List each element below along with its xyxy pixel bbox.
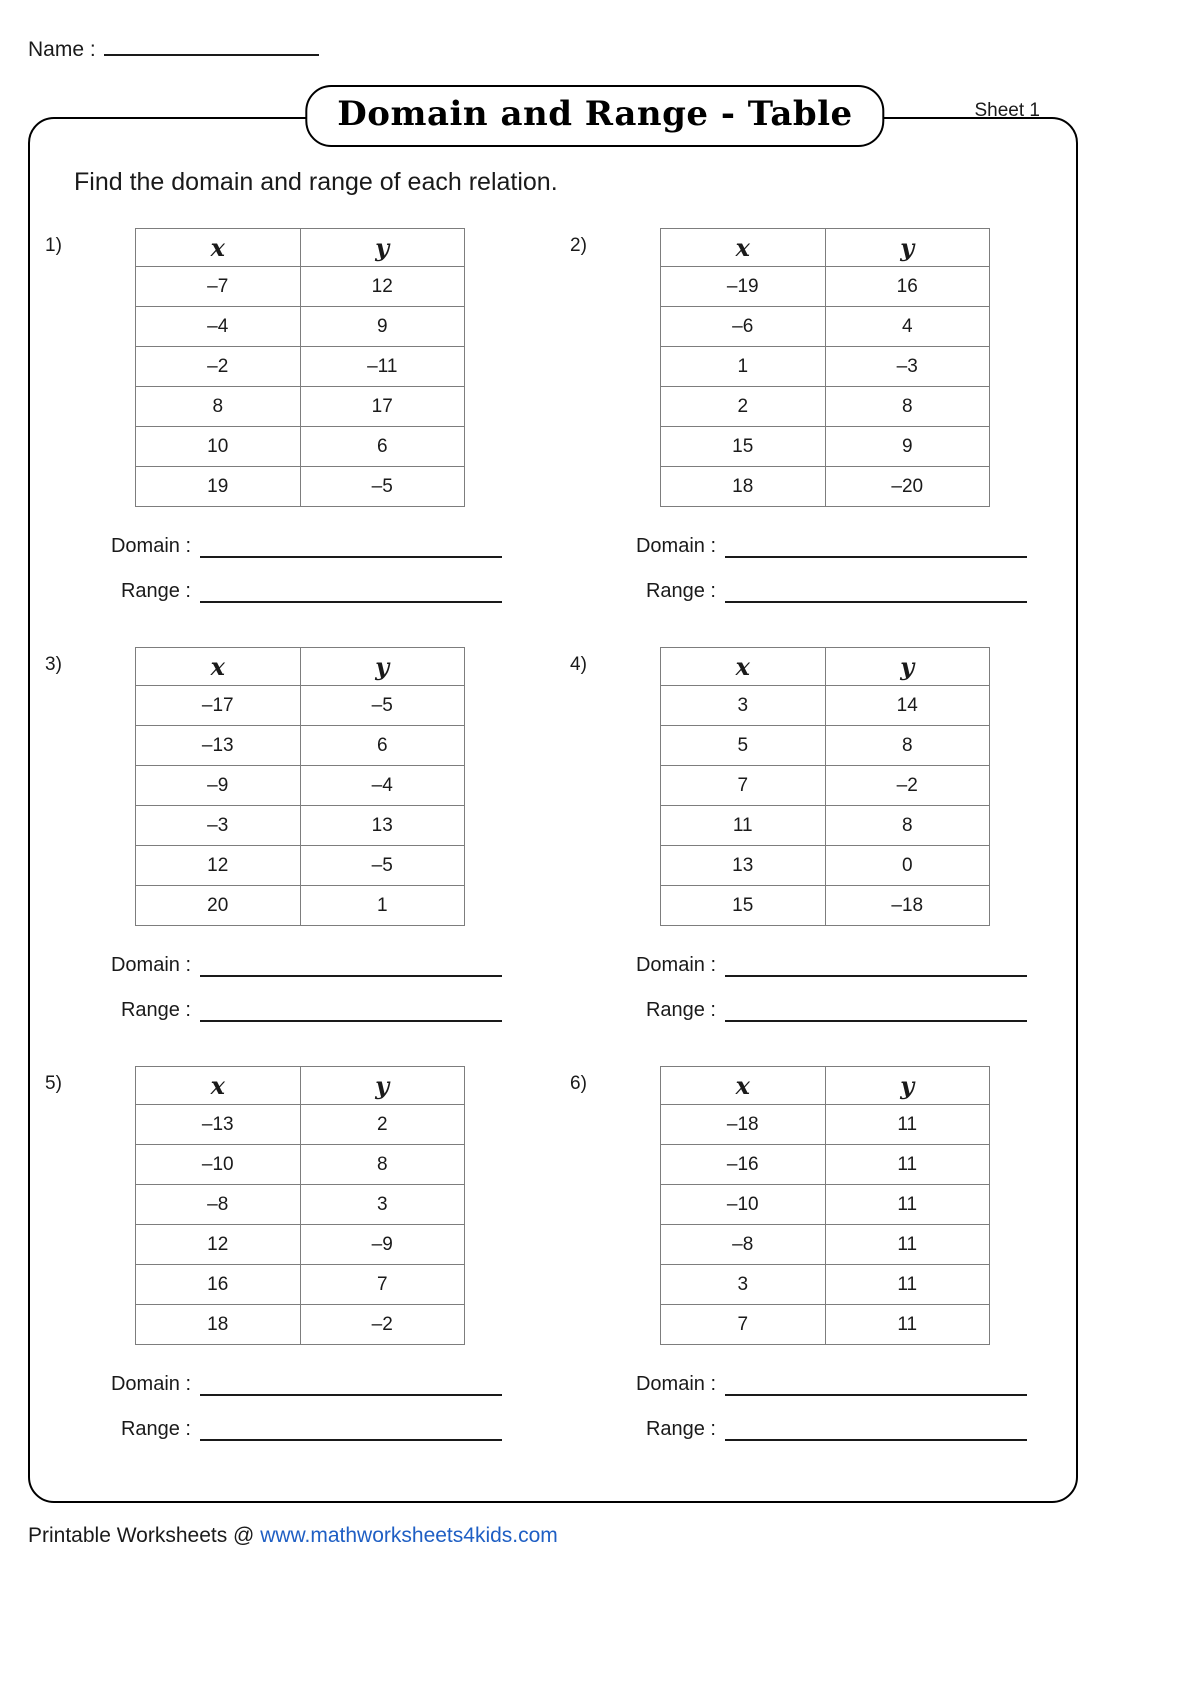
problem-3 bbox=[28, 647, 553, 1066]
relation-table bbox=[135, 228, 465, 507]
table-row bbox=[661, 766, 990, 806]
footer bbox=[28, 1524, 558, 1548]
table-row bbox=[661, 467, 990, 507]
relation-table bbox=[660, 647, 990, 926]
table-header-row bbox=[136, 648, 465, 686]
cell-x: –4 bbox=[136, 307, 301, 347]
relation-table bbox=[135, 1066, 465, 1345]
relation-table bbox=[660, 228, 990, 507]
cell-x: 1 bbox=[661, 347, 826, 387]
spacer bbox=[570, 625, 1078, 647]
range-answer-blank[interactable] bbox=[725, 1426, 1027, 1441]
table-header-row bbox=[136, 229, 465, 267]
cell-x: 18 bbox=[661, 467, 826, 507]
column-header-y: y bbox=[825, 229, 990, 267]
cell-x: 18 bbox=[136, 1305, 301, 1345]
table-row bbox=[136, 766, 465, 806]
range-answer-line bbox=[630, 999, 1078, 1022]
cell-x: 12 bbox=[136, 846, 301, 886]
cell-y: –18 bbox=[825, 886, 990, 926]
cell-y: –11 bbox=[300, 347, 465, 387]
cell-y: 6 bbox=[300, 427, 465, 467]
cell-y: 7 bbox=[300, 1265, 465, 1305]
answer-area bbox=[105, 1373, 553, 1441]
table-row bbox=[136, 467, 465, 507]
table-header-row bbox=[661, 229, 990, 267]
domain-label: Domain : bbox=[110, 954, 191, 976]
answer-area bbox=[630, 535, 1078, 603]
table-row bbox=[661, 427, 990, 467]
table-row bbox=[136, 726, 465, 766]
domain-answer-line bbox=[105, 535, 553, 558]
domain-label: Domain : bbox=[635, 535, 716, 557]
range-answer-line bbox=[105, 580, 553, 603]
domain-label: Domain : bbox=[635, 1373, 716, 1395]
table-row bbox=[661, 686, 990, 726]
page-title: Domain and Range - Table bbox=[337, 94, 853, 134]
domain-label: Domain : bbox=[635, 954, 716, 976]
cell-y: 3 bbox=[300, 1185, 465, 1225]
cell-y: 9 bbox=[825, 427, 990, 467]
table-row bbox=[661, 1305, 990, 1345]
column-header-y: y bbox=[825, 1067, 990, 1105]
cell-x: 7 bbox=[661, 1305, 826, 1345]
table-row bbox=[661, 307, 990, 347]
cell-x: 2 bbox=[661, 387, 826, 427]
cell-y: 12 bbox=[300, 267, 465, 307]
cell-y: –3 bbox=[825, 347, 990, 387]
domain-answer-line bbox=[630, 535, 1078, 558]
domain-answer-blank[interactable] bbox=[725, 543, 1027, 558]
cell-y: –2 bbox=[300, 1305, 465, 1345]
range-answer-blank[interactable] bbox=[725, 1007, 1027, 1022]
cell-y: 11 bbox=[825, 1305, 990, 1345]
cell-x: –7 bbox=[136, 267, 301, 307]
column-header-x: x bbox=[136, 229, 301, 267]
problem-number: 1) bbox=[45, 235, 62, 256]
table-row bbox=[661, 1105, 990, 1145]
cell-x: 20 bbox=[136, 886, 301, 926]
domain-answer-blank[interactable] bbox=[725, 962, 1027, 977]
cell-y: 8 bbox=[300, 1145, 465, 1185]
table-row bbox=[136, 1145, 465, 1185]
spacer bbox=[45, 625, 553, 647]
problem-1 bbox=[28, 228, 553, 647]
table-row bbox=[661, 1265, 990, 1305]
cell-x: –6 bbox=[661, 307, 826, 347]
table-header-row bbox=[661, 648, 990, 686]
table-row bbox=[661, 387, 990, 427]
range-answer-blank[interactable] bbox=[200, 588, 502, 603]
cell-x: –2 bbox=[136, 347, 301, 387]
range-answer-line bbox=[105, 1418, 553, 1441]
cell-y: –5 bbox=[300, 686, 465, 726]
range-answer-blank[interactable] bbox=[725, 588, 1027, 603]
problem-5 bbox=[28, 1066, 553, 1485]
range-answer-line bbox=[105, 999, 553, 1022]
cell-y: 2 bbox=[300, 1105, 465, 1145]
column-header-y: y bbox=[300, 1067, 465, 1105]
table-row bbox=[136, 846, 465, 886]
problem-grid bbox=[28, 228, 1078, 1485]
cell-x: –16 bbox=[661, 1145, 826, 1185]
table-row bbox=[136, 387, 465, 427]
cell-y: 8 bbox=[825, 387, 990, 427]
table-row bbox=[136, 267, 465, 307]
relation-table bbox=[135, 647, 465, 926]
problem-6 bbox=[553, 1066, 1078, 1485]
table-row bbox=[661, 267, 990, 307]
cell-x: 15 bbox=[661, 427, 826, 467]
cell-x: –13 bbox=[136, 1105, 301, 1145]
column-header-y: y bbox=[300, 229, 465, 267]
cell-x: 5 bbox=[661, 726, 826, 766]
table-row bbox=[136, 427, 465, 467]
problem-4 bbox=[553, 647, 1078, 1066]
cell-y: 0 bbox=[825, 846, 990, 886]
cell-y: 13 bbox=[300, 806, 465, 846]
domain-answer-line bbox=[630, 1373, 1078, 1396]
table-row bbox=[661, 1225, 990, 1265]
cell-y: –5 bbox=[300, 467, 465, 507]
cell-x: –8 bbox=[136, 1185, 301, 1225]
cell-x: 10 bbox=[136, 427, 301, 467]
cell-x: –13 bbox=[136, 726, 301, 766]
cell-x: 11 bbox=[661, 806, 826, 846]
column-header-x: x bbox=[136, 1067, 301, 1105]
cell-y: –4 bbox=[300, 766, 465, 806]
cell-y: 4 bbox=[825, 307, 990, 347]
cell-y: 11 bbox=[825, 1105, 990, 1145]
domain-answer-line bbox=[630, 954, 1078, 977]
cell-x: –3 bbox=[136, 806, 301, 846]
range-answer-line bbox=[630, 580, 1078, 603]
name-field-row bbox=[28, 38, 319, 62]
table-row bbox=[661, 886, 990, 926]
name-label: Name : bbox=[28, 38, 96, 61]
cell-y: –20 bbox=[825, 467, 990, 507]
column-header-y: y bbox=[825, 648, 990, 686]
cell-x: 3 bbox=[661, 686, 826, 726]
problem-row bbox=[28, 1066, 1078, 1485]
relation-table bbox=[660, 1066, 990, 1345]
problem-row bbox=[28, 647, 1078, 1066]
range-answer-line bbox=[630, 1418, 1078, 1441]
table-row bbox=[661, 1145, 990, 1185]
title-capsule bbox=[305, 85, 884, 147]
problem-2 bbox=[553, 228, 1078, 647]
spacer bbox=[45, 1463, 553, 1485]
cell-y: 1 bbox=[300, 886, 465, 926]
cell-x: –19 bbox=[661, 267, 826, 307]
table-header-row bbox=[661, 1067, 990, 1105]
column-header-x: x bbox=[136, 648, 301, 686]
range-answer-blank[interactable] bbox=[200, 1007, 502, 1022]
problem-number: 3) bbox=[45, 654, 62, 675]
cell-y: 9 bbox=[300, 307, 465, 347]
cell-x: –18 bbox=[661, 1105, 826, 1145]
cell-x: –9 bbox=[136, 766, 301, 806]
range-label: Range : bbox=[645, 580, 716, 602]
table-row bbox=[136, 307, 465, 347]
cell-y: –9 bbox=[300, 1225, 465, 1265]
cell-y: 11 bbox=[825, 1145, 990, 1185]
range-label: Range : bbox=[120, 580, 191, 602]
cell-x: –8 bbox=[661, 1225, 826, 1265]
problem-number: 6) bbox=[570, 1073, 587, 1094]
cell-y: 11 bbox=[825, 1185, 990, 1225]
table-row bbox=[136, 1305, 465, 1345]
domain-label: Domain : bbox=[110, 1373, 191, 1395]
cell-x: –10 bbox=[661, 1185, 826, 1225]
range-label: Range : bbox=[645, 999, 716, 1021]
domain-answer-blank[interactable] bbox=[200, 962, 502, 977]
table-row bbox=[661, 806, 990, 846]
cell-x: –17 bbox=[136, 686, 301, 726]
spacer bbox=[45, 1044, 553, 1066]
answer-area bbox=[630, 1373, 1078, 1441]
domain-label: Domain : bbox=[110, 535, 191, 557]
problem-row bbox=[28, 228, 1078, 647]
cell-x: 12 bbox=[136, 1225, 301, 1265]
range-label: Range : bbox=[120, 999, 191, 1021]
range-answer-blank[interactable] bbox=[200, 1426, 502, 1441]
sheet-number: Sheet 1 bbox=[974, 100, 1040, 121]
column-header-y: y bbox=[300, 648, 465, 686]
instruction-text: Find the domain and range of each relation. bbox=[74, 168, 558, 196]
table-row bbox=[136, 686, 465, 726]
column-header-x: x bbox=[661, 648, 826, 686]
footer-url[interactable]: www.mathworksheets4kids.com bbox=[260, 1524, 558, 1547]
table-row bbox=[661, 726, 990, 766]
name-blank-line[interactable] bbox=[104, 40, 319, 56]
domain-answer-blank[interactable] bbox=[200, 543, 502, 558]
table-row bbox=[136, 806, 465, 846]
cell-x: 19 bbox=[136, 467, 301, 507]
cell-x: 3 bbox=[661, 1265, 826, 1305]
answer-area bbox=[630, 954, 1078, 1022]
footer-prefix: Printable Worksheets @ bbox=[28, 1524, 261, 1547]
cell-x: 8 bbox=[136, 387, 301, 427]
cell-y: 17 bbox=[300, 387, 465, 427]
table-row bbox=[661, 347, 990, 387]
cell-y: 6 bbox=[300, 726, 465, 766]
cell-x: 13 bbox=[661, 846, 826, 886]
cell-y: 8 bbox=[825, 726, 990, 766]
cell-y: 11 bbox=[825, 1225, 990, 1265]
spacer bbox=[570, 1044, 1078, 1066]
table-row bbox=[136, 1105, 465, 1145]
table-row bbox=[136, 1185, 465, 1225]
cell-y: 8 bbox=[825, 806, 990, 846]
cell-y: 14 bbox=[825, 686, 990, 726]
cell-y: –5 bbox=[300, 846, 465, 886]
table-row bbox=[661, 846, 990, 886]
problem-number: 4) bbox=[570, 654, 587, 675]
domain-answer-blank[interactable] bbox=[200, 1381, 502, 1396]
cell-x: 7 bbox=[661, 766, 826, 806]
column-header-x: x bbox=[661, 229, 826, 267]
spacer bbox=[570, 1463, 1078, 1485]
cell-y: –2 bbox=[825, 766, 990, 806]
answer-area bbox=[105, 535, 553, 603]
problem-number: 2) bbox=[570, 235, 587, 256]
cell-y: 11 bbox=[825, 1265, 990, 1305]
table-row bbox=[661, 1185, 990, 1225]
domain-answer-blank[interactable] bbox=[725, 1381, 1027, 1396]
column-header-x: x bbox=[661, 1067, 826, 1105]
domain-answer-line bbox=[105, 1373, 553, 1396]
answer-area bbox=[105, 954, 553, 1022]
table-row bbox=[136, 1265, 465, 1305]
range-label: Range : bbox=[120, 1418, 191, 1440]
cell-x: 16 bbox=[136, 1265, 301, 1305]
table-header-row bbox=[136, 1067, 465, 1105]
problem-number: 5) bbox=[45, 1073, 62, 1094]
cell-x: 15 bbox=[661, 886, 826, 926]
cell-y: 16 bbox=[825, 267, 990, 307]
cell-x: –10 bbox=[136, 1145, 301, 1185]
domain-answer-line bbox=[105, 954, 553, 977]
range-label: Range : bbox=[645, 1418, 716, 1440]
table-row bbox=[136, 347, 465, 387]
table-row bbox=[136, 1225, 465, 1265]
table-row bbox=[136, 886, 465, 926]
